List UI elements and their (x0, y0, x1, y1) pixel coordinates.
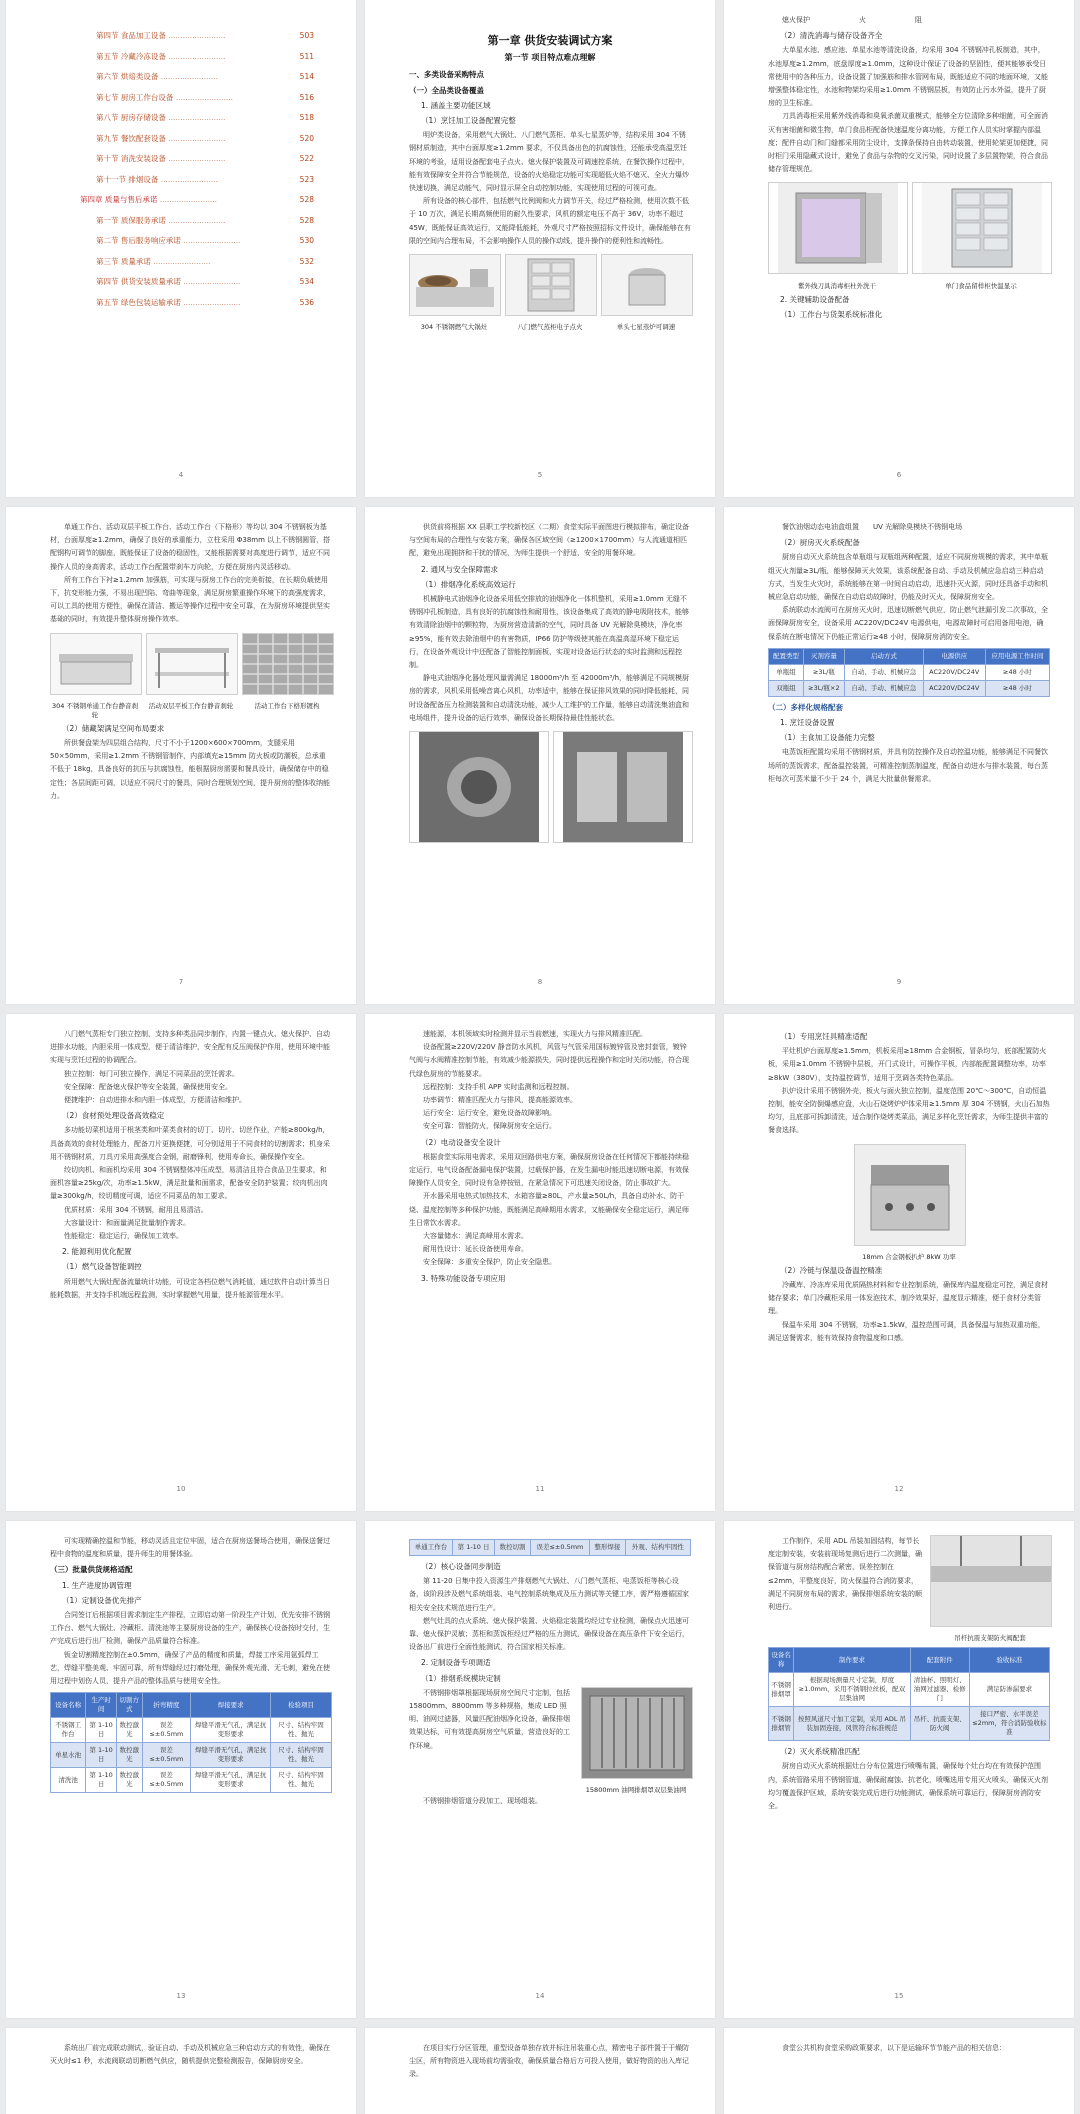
figure (409, 254, 499, 332)
list-item: 安全保障：配备熄火保护等安全装置，确保使用安全。 (64, 1082, 232, 1091)
toc-label: 第四章 质量与售后承诺 (80, 195, 158, 204)
subheading: 2. 定制设备专项调适 (421, 1658, 491, 1668)
purifier-internal-photo (409, 731, 549, 843)
toc-entry[interactable] (96, 149, 314, 170)
page-13 (6, 1521, 356, 2018)
page-17 (365, 2028, 715, 2114)
table-row (410, 1540, 691, 1556)
page-12 (724, 1014, 1074, 1511)
figure-caption: 活动双层平板工作台静音刹轮 (148, 701, 234, 710)
paragraph: 保温车采用 304 不锈钢，功率≥1.5kW，温控范围可调，具备保温与加热双重功能，满足送餐需求，能有效保持食物温度和口感。 (768, 1320, 1045, 1342)
toc-page-number: 534 (299, 277, 314, 286)
table-cell: 数控激光 (116, 1718, 142, 1743)
list-item: 大容量设计：和面量满足批量制作需求。 (64, 1218, 190, 1227)
table-cell: ≥48 小时 (985, 680, 1049, 696)
page-number: 12 (894, 1485, 904, 1493)
table-header: 灭剂容量 (803, 648, 844, 664)
toc-page-number: 523 (299, 174, 314, 184)
page-14 (365, 1521, 715, 2018)
subheading: 2. 能源利用优化配置 (62, 1247, 132, 1257)
list-item: 安全保障：多重安全保护，防止安全隐患。 (423, 1258, 556, 1267)
page-9 (724, 507, 1074, 1004)
toc-page-number: 528 (299, 195, 314, 204)
toc-label: 第七节 厨房工作台设备 (96, 92, 174, 102)
table-cell: ≥3L/瓶×2 (803, 680, 844, 696)
page-number: 10 (176, 1485, 186, 1493)
toc-leader: ........................ (150, 256, 211, 266)
table-header: 启动方式 (844, 648, 923, 664)
paragraph: 合同签订后根据项目需求制定生产排程，立即启动第一阶段生产计划，优先安排不锈钢工作台、燃气大锅灶、冷藏柜、清洗池等主要厨房设备的生产，确保核心设备按时交付，生产完成后进行出厂检测，确保产品质量符合标准。 (50, 1611, 330, 1646)
heading: （二）多样化规格配套 (768, 702, 843, 712)
table-cell: AC220V/DC24V (923, 680, 985, 696)
table-cell: 满足防渗漏要求 (969, 1673, 1049, 1707)
toc-entry[interactable] (96, 211, 314, 232)
toc-label: 第九节 餐饮配套设备 (96, 133, 166, 143)
figure (505, 254, 595, 332)
page-number: 14 (535, 1992, 545, 2000)
toc-leader: ........................ (180, 277, 241, 286)
toc-label: 第十节 消洗安装设备 (96, 154, 166, 163)
list-item: 独立控制：每门可独立操作，满足不同菜品的烹饪需求。 (64, 1069, 239, 1078)
paragraph: 燃气灶具的点火系统、熄火保护装置、火焰稳定装置均经过专业检测，确保点火迅速可靠、熄火保护灵敏；蒸柜和蒸饭柜经过严格的压力测试，确保设备在高压条件下安全运行，设备出厂前进行全面性能测试，符合国家相关标准。 (409, 1616, 689, 1652)
exhaust-table (768, 1647, 1050, 1741)
page-6 (724, 0, 1074, 497)
subheading: 1. 生产进度协调管理 (62, 1580, 132, 1590)
table-cell: 误差≤±0.5mm (142, 1768, 190, 1793)
toc-page-number: 511 (299, 51, 314, 61)
table-header: 应用电源工作时间 (985, 648, 1049, 664)
figure-caption: 单门食品留样柜快温显示 (945, 281, 1017, 290)
table-cell: 单通工作台 (410, 1540, 453, 1556)
page-18 (724, 2028, 1074, 2114)
table-cell: 双瓶组 (769, 680, 804, 696)
figure (242, 633, 332, 720)
table-row (769, 1707, 1050, 1741)
text-figure-row (768, 1535, 1050, 1643)
paragraph: 在项目实行分区管理，重型设备单独存放并标注吊装重心点，精密电子部件置于干燥防尘区，所有物资进入现场前均需验收，确保质量合格后方可投入使用，做好物资的出入库记录。 (409, 2044, 689, 2079)
paragraph: 多功能切菜机适用于根茎类和叶菜类食材的切丁、切片、切丝作业，产能≥800kg/h，具备高效的食材处理能力，配备刀片更换便捷，可分别适用于不同食材的切割需求；机身采用不锈钢材质，刀具刃采用高强度合金钢，耐磨锋利，使用寿命长，确保操作安全。 (50, 1126, 330, 1161)
figure (409, 731, 547, 848)
toc-page-number: 518 (299, 113, 314, 122)
production-table-continued (409, 1539, 691, 1556)
subheading: （1）定制设备优先排产 (62, 1595, 142, 1605)
table-header: 配套附件 (910, 1648, 969, 1673)
paragraph: 厨房自动灭火系统包含单瓶组与双瓶组两种配置，适应不同厨房规模的需求，其中单瓶组灭火剂量≥3L/瓶，能够保障灭火效果，该系统配备自动、手动及机械应急启动三种启动方式，当发生火灾时，系统能够在第一时间自动启动，迅速扑灭火源，同时还具备手动和机械应急启动功能，确保在自动启动故障时，仍能及时灭火，保障厨房安全。 (768, 553, 1048, 602)
subheading: （1）烹饪加工设备配置完整 (421, 116, 516, 126)
table-row (51, 1768, 332, 1793)
table-cell: 第 1-10 日 (86, 1743, 117, 1768)
toc-leader: ........................ (165, 133, 226, 143)
toc-leader: ........................ (180, 236, 241, 245)
paragraph: 电蒸饭柜配置均采用不锈钢材质，并具有防控操作及自动控温功能，能够满足不同餐饮场所的蒸饭需求，配备温控装置，可精准控制蒸制温度，配备自动进水与排水装置，每台蒸柜每次可蒸米量不少于 24 个，满足大批量供餐需求。 (768, 748, 1048, 783)
table-cell: 不锈钢排烟管 (769, 1707, 794, 1741)
table-header: 设备名称 (769, 1648, 794, 1673)
paragraph: 系统出厂前完成联动测试，验证自动、手动及机械应急三种启动方式的有效性，确保在灭火时≤1 秒，水流阀联动切断燃气供应，随机提供完整检测报告，保障厨房安全。 (50, 2044, 330, 2066)
toc-entry[interactable] (96, 129, 314, 150)
toc-label: 第五节 冷藏冷冻设备 (96, 51, 166, 61)
page-4 (6, 0, 356, 497)
toc-list (80, 26, 314, 457)
toc-leader: ........................ (165, 31, 226, 40)
paragraph: 明炉类设备，采用燃气大锅灶、八门燃气蒸柜、单头七星蒸炉等，结构采用 304 不锈钢材质制造，其中台面厚度≥1.2mm 要求，不仅具备出色的抗腐蚀性，还能承受高温烹饪环境的考验，适用设备配套电子点火、熄火保护装置及可调速控系统，在餐饮操作过程中，能有效保障安全并符合节能规范，设备的火焰稳定功能可实现超低火焰不熄灭、全火力爆炒快速切换，满足动能气，同时显示屏全自动控制功能，实现使用过程的可视可查。 (409, 131, 689, 193)
paragraph: 钣金切割精度控制在±0.5mm，确保了产品的精度和质量，焊接工序采用氩弧焊工艺，焊缝平整美观、牢固可靠，所有焊缝经过打磨处理，确保外观光滑、无毛刺，避免在使用过程中划伤人员，提升产品的整体品质与使用安全性。 (50, 1650, 330, 1686)
table-cell: 自动、手动、机械应急 (844, 664, 923, 680)
paragraph: 根据食堂实际用电需求，采用双回路供电方案，确保厨房设备在任何情况下都能持续稳定运行，电气设备配备漏电保护装置，过载保护器，在发生漏电时能迅速切断电源，有效保障操作人员安全，同时设有急停按钮，在紧急情况下可迅速关闭设备，防止事故扩大。 (409, 1152, 689, 1188)
figure (912, 182, 1050, 290)
table-header: 制作要求 (794, 1648, 911, 1673)
toc-label: 第八节 厨房存储设备 (96, 113, 166, 122)
table-cell: 误差≤±0.5mm (142, 1743, 190, 1768)
figure-caption: 紫外线刀具消毒柜杜外洗干 (798, 281, 876, 290)
table-cell: 自动、手动、机械应急 (844, 680, 923, 696)
paragraph: 不锈钢排烟罩根据现场厨房空间尺寸定制，包括 15800mm、8800mm 等多种规格，集成 LED 照明、油网过滤器，风量匹配油烟净化设备，确保排烟效果达标，可有效提高厨房空气质量，营造良好的工作环境。 (409, 1688, 570, 1750)
sample-cabinet-photo (912, 182, 1052, 274)
paragraph: 刀具消毒柜采用紫外线消毒和臭氧杀菌双重模式，能够全方位清除多种细菌，可全面消灭有害细菌和微生物，单门食品柜配备快速温度分离功能，方便工作人员实时掌握内部温度；配件自动门和门缝都采用防尘设计，支撑条保持自由转动装置，使用轮架更加便捷，同时柜门采用隐藏式设计，避免了食品与杂物的交叉污染，同时设置了多层置物架，符合食品储存管理规范。 (768, 112, 1048, 174)
toc-page-number: 520 (299, 133, 314, 143)
toc-page-number: 514 (299, 72, 314, 81)
toc-entry[interactable] (96, 293, 314, 314)
page-number: 6 (896, 471, 902, 479)
table-cell: 按照风道尺寸加工定制，采用 ADL 吊装加固连接，风管符合标准规范 (794, 1707, 911, 1741)
toc-page-number: 530 (299, 236, 314, 245)
toc-label: 第十一节 排烟设备 (96, 174, 159, 184)
text-line: 餐饮油烟动态电油盒组置 UV 光解除臭模块不锈钢电场 (782, 523, 963, 531)
subheading: 1. 烹饪设备设置 (780, 718, 835, 728)
subheading: （1）主食加工设备能力完整 (780, 733, 875, 743)
table-cell: 尺寸、结构牢固性、抛光 (271, 1743, 332, 1768)
fire-system-table (768, 648, 1050, 697)
table-cell: 清洗池 (51, 1768, 86, 1793)
toc-page-number: 516 (299, 92, 314, 102)
heading: 一、多类设备采购特点 (409, 70, 484, 80)
toc-leader: ........................ (165, 215, 226, 225)
steam-cabinet-photo (505, 254, 597, 316)
page-number: 9 (896, 978, 902, 986)
table-cell: 第 1-10 日 (452, 1540, 494, 1556)
figure-caption: 活动工作台下格形镀构 (254, 701, 320, 710)
steamer-stove-photo (601, 254, 693, 316)
table-cell: 吊杆、抗震支架、防火阀 (910, 1707, 969, 1741)
figure-caption: 八门燃气蒸柜电子点火 (517, 323, 583, 332)
toc-label: 第二节 售后服务响应承诺 (96, 236, 181, 245)
figure-caption: 18mm 合金钢板扒炉 8kW 功率 (862, 1252, 956, 1261)
figure (601, 254, 691, 332)
toc-chapter-entry[interactable] (80, 190, 314, 211)
figure-caption: 吊杆抗震支架防火阀配套 (954, 1634, 1026, 1643)
toc-label: 第五节 绿色包装运输承诺 (96, 297, 181, 307)
figure-row (409, 254, 691, 332)
subheading: 1. 涵盖主要功能区域 (421, 100, 491, 110)
list-item: 安全可靠：智能防火，保障厨房安全运行。 (423, 1122, 556, 1131)
table-cell: 外观、结构牢固性 (625, 1540, 690, 1556)
toc-leader: ........................ (165, 154, 226, 163)
table-header: 验收标准 (969, 1648, 1049, 1673)
knife-sterilizer-photo (768, 182, 908, 274)
toc-entry[interactable] (96, 47, 314, 68)
subheading: （1）排烟净化系统高效运行 (421, 579, 516, 589)
hanger-bracket-photo (930, 1535, 1052, 1627)
table-cell: 不锈钢排烟罩 (769, 1673, 794, 1707)
toc-entry[interactable] (96, 88, 314, 109)
table-cell: 接口严密、水平误差≤2mm，符合消防验收标准 (969, 1707, 1049, 1741)
paragraph: 平灶机炉台面厚度≥1.5mm，机板采用≥18mm 合金钢板，冒条均匀，底部配置防火板，采用≥1.0mm 不锈钢中层板，开门式设计，可操作平板，内部能配置调整功率，功率≥8kW（380V），支持温控调节，适用于烹调各类特色菜品。 (768, 1047, 1047, 1082)
table-header: 检验项目 (271, 1693, 332, 1718)
figure (930, 1535, 1050, 1643)
toc-label: 第一节 质保服务承诺 (96, 215, 166, 225)
paragraph: 大单星水池、感应池、单星水池等清洗设备，均采用 304 不锈钢冲孔板制造，其中，水池厚度≥1.2mm，底盘厚度≥1.0mm，这种设计保证了设备的坚固性，便其能够承受日常使用中的各种压力，设备设置了加强筋和排水管网布局，既能适应不同的地面环境，又能增强整体稳定性，水池和物架均采用≥1.0mm 不锈钢层板，有效防止污水外溢，提升了厨房的卫生标准。 (768, 46, 1048, 108)
paragraph: 食堂公共机构食堂采购政策要求，以下是运输环节节能产品的相关信息： (782, 2044, 1006, 2052)
page-number: 15 (894, 1992, 904, 2000)
toc-leader: ........................ (158, 72, 218, 81)
toc-page-number: 536 (299, 297, 314, 307)
toc-label: 第六节 烘焙类设备 (96, 72, 159, 81)
griddle-photo (854, 1144, 966, 1246)
subheading: （2）清洗消毒与储存设备齐全 (780, 31, 883, 41)
double-table-photo (146, 633, 238, 695)
toc-leader: ........................ (180, 297, 241, 307)
subheading: 2. 关键辅助设备配备 (780, 294, 850, 304)
paragraph: 八门燃气蒸柜专门独立控制，支持多种类品同步制作，内置一键点火、熄火保护、自动进排水功能，内胆采用一体成型，便于清洁维护，安全配有反压阀保护作用，使用环境中能实现与烹饪过程的协调配合。 (50, 1030, 330, 1065)
subheading: （2）厨房灭火系统配备 (780, 538, 860, 548)
toc-page-number: 528 (299, 215, 314, 225)
table-cell: 数控切割 (495, 1540, 531, 1556)
table-cell: 误差≤±0.5mm (530, 1540, 589, 1556)
table-cell: 整形焊接 (590, 1540, 626, 1556)
figure (581, 1687, 691, 1795)
paragraph: 可实现精确控温和节能，移动灵活且定位牢固，适合在厨房送餐场合使用，确保送餐过程中食物的温度和质量，提升师生的用餐体验。 (50, 1537, 330, 1559)
figure (768, 182, 906, 290)
page-number: 8 (537, 978, 543, 986)
section-title: 第一节 项目特点难点理解 (504, 53, 596, 63)
page-7 (6, 507, 356, 1004)
table-cell: 不锈钢工作台 (51, 1718, 86, 1743)
subheading: 3. 特殊功能设备专项应用 (421, 1273, 506, 1283)
table-cell: 单瓶组 (769, 664, 804, 680)
table-cell: 焊缝平滑无气孔，满足抗变形要求 (191, 1743, 271, 1768)
paragraph: 机械静电式油烟净化设备采用低空排放的油烟净化一体机整机，采用≥1.0mm 无缝不锈钢冲孔板制造，具有良好的抗腐蚀性和耐用性，该设备集成了高效的静电吸附技术，能够有效清除油烟中的颗粒物，为厨房营造清新的空气，同时具备 UV 光解除臭模块，净化率≥95%，能有效去除油烟中的有害物质，IP66 防护等级使其能在高温高湿环境下稳定运行，在设备外观设计中还配备了智能控制面板，实现对设备运行状态的实时监测和远程控制。 (409, 595, 689, 670)
paragraph: 所有工作台下衬≥1.2mm 加强筋，可实现与厨房工作台的完美衔接，在长期负载使用下，抗变形能力强，不易出现凹陷、弯曲等现象，满足厨房繁重操作环境下的高强度需求，可以工具的使用方便性，确保在清洁、搬运等操作过程中安全可靠，在为厨房环境提供坚实基础的同时，有效提升整体厨房操作效率。 (50, 575, 330, 624)
table-cell: AC220V/DC24V (923, 664, 985, 680)
toc-leader: ........................ (165, 51, 226, 61)
toc-page-number: 522 (299, 154, 314, 163)
paragraph: 速能源，本机领域实时检测并显示当前燃速，实现火力与排风精准匹配。 (423, 1030, 647, 1038)
figure-row (50, 633, 332, 720)
page-8 (365, 507, 715, 1004)
paragraph: 静电式油烟净化器处理风量需满足 18000m³/h 至 42000m³/h，能够满足不同规模厨房的需求，风机采用低噪音离心风机，功率适中，能够在保证排风效果的同时降低能耗，同时设备配备压力检测装置和自动清洗功能，减少人工维护的工作量，能够自动清洗集油盒和电场组件，提升设备的运行效率，确保设备长期保持最佳性能状态。 (409, 674, 690, 722)
page-number: 13 (176, 1992, 186, 2000)
gas-wok-photo (409, 254, 501, 316)
text-line: 熄火保护 火 阻 (782, 16, 922, 24)
electrostatic-unit-photo (553, 731, 693, 843)
page-10 (6, 1014, 356, 1511)
table-cell: 焊缝平滑无气孔，满足抗变形要求 (191, 1718, 271, 1743)
page-11 (365, 1014, 715, 1511)
table-header: 设备名称 (51, 1693, 86, 1718)
paragraph: 开水器采用电热式加热技术，水箱容量≥80L，产水量≥50L/h，具备自动补水、防干烧、温度控制等多种保护功能，既能满足高峰期用水需求，又能确保安全稳定运行，满足师生日常饮水需求。 (409, 1192, 689, 1227)
text-figure-row (409, 1687, 691, 1795)
toc-entry[interactable] (96, 231, 314, 252)
toc-label: 第四节 供货安装质量承诺 (96, 277, 181, 286)
paragraph: 厨房自动灭火系统根据灶台分布位置进行喷嘴布置，确保每个灶台均在有效保护范围内，系统管路采用不锈钢管道，确保耐腐蚀、抗老化，喷嘴选用专用灭火喷头，确保灭火剂均匀覆盖保护区域，系统安装完成后进行功能测试，确保系统可靠运行，保障厨房消防安全。 (768, 1762, 1048, 1811)
paragraph: 工作制作，采用 ADL 吊装加固结构，每节长度定制安装，安装前现场复测后进行二次测量，确保管道与厨房结构配合紧密，误差控制在≤2mm，平整度良好，防火保温符合消防要求，满足不同厨房布局的需求，确保排烟系统安装的顺利进行。 (768, 1537, 922, 1612)
figure-caption: 304 不锈钢单通工作台静音刹轮 (52, 701, 138, 719)
figure-row (768, 182, 1050, 290)
grease-filter-photo (581, 1687, 693, 1779)
subheading: （1）燃气设备智能调控 (62, 1262, 142, 1272)
page-number: 11 (535, 1485, 545, 1493)
paragraph: 所有设备的核心部件，包括燃气比例阀和火力调节开关，经过严格检测，使用次数不低于 10 万次，满足长期高频使用的耐久性要求，风机的额定电压不高于 36V，功率不超过 45W，既能保证高效运行，又能降低能耗，外观尺寸严格按照招标文件设计，确保能够在有限的空间内合理布局，不会影响操作人员的操作动线，提升操作的便利性和流畅性。 (409, 197, 691, 245)
chapter-title: 第一章 供货安装调试方案 (487, 34, 613, 47)
table-cell: 尺寸、结构牢固性、抛光 (271, 1768, 332, 1793)
list-item: 优质材质：采用 304 不锈钢，耐用且易清洁。 (64, 1205, 208, 1214)
figure (146, 633, 236, 720)
paragraph: 所用燃气大锅灶配备流量统计功能，可设定各档位燃气消耗值，通过软件自动计算当日能耗数据，并支持手机端远程监测，实时掌握燃气用量，提升能源管理水平。 (50, 1277, 330, 1299)
table-row (51, 1743, 332, 1768)
figure-row (409, 731, 691, 848)
list-item: 远程控制：支持手机 APP 实时监测和远程控制。 (423, 1082, 574, 1091)
toc-entry[interactable] (96, 26, 314, 47)
page-15 (724, 1521, 1074, 2018)
list-item: 大容量储水：满足高峰用水需求。 (423, 1232, 528, 1241)
subheading: （2）灭火系统精准匹配 (780, 1747, 860, 1757)
subheading: （1）专用烹饪具精准适配 (780, 1032, 868, 1041)
toc-page-number: 503 (299, 31, 314, 40)
toc-label: 第三节 质量承诺 (96, 256, 151, 266)
table-cell: 单星水池 (51, 1743, 86, 1768)
page-number: 7 (178, 978, 184, 986)
table-row (769, 664, 1050, 680)
page-16 (6, 2028, 356, 2114)
toc-leader: ........................ (165, 113, 226, 122)
paragraph: 绞切肉机、和面机均采用 304 不锈钢整体冲压成型，易清洁且符合食品卫生要求，和面机容量≥25kg/次，功率≥1.5kW，满足批量和面需求，配备安全防护装置；绞肉机出肉量≥300kg/h，绞切精度可调，适应不同菜品的加工要求。 (50, 1166, 328, 1201)
figure-caption: 304 不锈钢燃气大锅灶 (420, 323, 488, 332)
table-header: 电源供应 (923, 648, 985, 664)
table-cell: 误差≤±0.5mm (142, 1718, 190, 1743)
paragraph: 冷藏库、冷冻库采用优质隔热材料和专业控制系统，确保库内温度稳定可控，满足食材储存要求；单门冷藏柜采用一体发泡技术，制冷效果好，温度显示精准，便于食材分类管理。 (768, 1281, 1048, 1316)
toc-label: 第四节 食品加工设备 (96, 31, 166, 40)
paragraph: 系统联动水流阀可在厨房灭火时，迅速切断燃气供应，防止燃气泄漏引发二次事故，全面保障厨房安全，设备采用 AC220V/DC24V 电源供电，电源故障时可启用备用电池，确保系统在断电情况下仍能正常运行≥48 小时，保障厨房消防安全。 (768, 606, 1048, 641)
table-cell: 焊缝平滑无气孔，满足抗变形要求 (191, 1768, 271, 1793)
paragraph: 第 11-20 日集中投入资源生产排烟燃气大锅灶、八门燃气蒸柜、电蒸饭柜等核心设备，该阶段涉及燃气系统组装、电气控制系统集成及压力测试等关键工序，需严格遵循国家相关安全技术规范进行生产。 (409, 1577, 689, 1612)
page-5 (365, 0, 715, 497)
table-cell: 尺寸、结构牢固性、抛光 (271, 1718, 332, 1743)
table-cell: 第 1-10 日 (86, 1718, 117, 1743)
paragraph: 不锈钢排烟管道分段加工，现场组装。 (423, 1797, 542, 1806)
subheading: （1）排烟系统模块定制 (421, 1673, 501, 1683)
paragraph: 设备配置≥220V/220V 静音防水风机，风管与气管采用国标镀锌管及密封套管，镀锌气阀与水阀精准控制节能，有效减少能源损失，同时提供远程操作和定时关闭功能，符合现代绿色厨房的节能要求。 (409, 1043, 689, 1078)
list-item: 性能稳定：稳定运行，确保加工效率。 (64, 1232, 183, 1241)
production-table (50, 1692, 332, 1793)
toc-leader: ........................ (173, 92, 233, 102)
table-cell: 第 1-10 日 (86, 1768, 117, 1793)
list-item: 运行安全：运行安全，避免设备故障影响。 (423, 1109, 556, 1118)
page-number: 4 (178, 471, 184, 479)
toc-entry[interactable] (96, 170, 314, 191)
page-number: 5 (537, 471, 543, 479)
grid-rack-photo (242, 633, 334, 695)
figure (50, 633, 140, 720)
table-cell: 数控激光 (116, 1768, 142, 1793)
table-cell: 根据现场测量尺寸定制，厚度≥1.0mm，采用不锈钢拉丝板，配双层集油网 (794, 1673, 911, 1707)
table-header: 焊接要求 (191, 1693, 271, 1718)
figure-caption: 单头七星蒸炉可调速 (616, 323, 676, 332)
table-cell: ≥3L/瓶 (803, 664, 844, 680)
figure (854, 1144, 964, 1262)
subheading: （2）电动设备安全设计 (421, 1137, 501, 1147)
table-header: 折弯精度 (142, 1693, 190, 1718)
table-row (769, 680, 1050, 696)
work-table-photo (50, 633, 142, 695)
toc-page-number: 532 (299, 256, 314, 266)
paragraph: 供货前将根据 XX 县职工学校新校区（二期）食堂实际平面图进行模拟排布，确定设备与空间布局的合理性与安装方案，确保各区域空间（≥1200×1700mm）与人流通道相匹配，避免出现拥挤和干扰的情况，为师生提供一个舒适、安全的用餐环境。 (409, 523, 690, 558)
figure (553, 731, 691, 848)
table-row (51, 1718, 332, 1743)
table-header: 切割方式 (116, 1693, 142, 1718)
list-item: 便捷维护：自动进排水和内胆一体成型，方便清洁和维护。 (64, 1096, 246, 1105)
table-header: 配置类型 (769, 648, 804, 664)
table-row (769, 1673, 1050, 1707)
toc-leader: ........................ (158, 174, 218, 184)
subheading: （2）储藏架满足空间布局要求 (62, 723, 165, 733)
heading: （三）批量供货规格适配 (50, 1565, 133, 1575)
toc-entry[interactable] (96, 108, 314, 129)
paragraph: 单通工作台、活动双层平板工作台、活动工作台（下格形）等均以 304 不锈钢板为基材，台面厚度≥1.2mm，确保了良好的承重能力，立柱采用 Φ38mm 以上不锈钢圆管，搭配钢构可调节的脚座，既能保证了设备的稳固性，又能根据需要对高度进行调节，适应不同操作人员的身高需求，活动工作台配置带刹车万向轮，方便在厨房内灵活移动。 (50, 523, 331, 571)
table-cell: 清油杯、照明灯、油网过滤器、检修门 (910, 1673, 969, 1707)
subheading: 2. 通风与安全保障需求 (421, 564, 499, 574)
subheading: （2）核心设备同步制造 (421, 1562, 501, 1571)
toc-entry[interactable] (96, 252, 314, 273)
figure-caption: 15800mm 油网排烟罩双层集油网 (585, 1786, 687, 1795)
paragraph: 扒炉设计采用不锈钢外壳，板火与面火独立控制，温度范围 20℃～300℃，自动恒温控制，能安全防倒爆感应盘，火山石烧烤炉炉体采用≥1.5mm 厚 304 不锈钢，火山石加热均匀，且底部可拆卸清洗，适合制作烧烤类菜品，满足多样化烹饪需求，为师生提供丰富的餐食选择。 (768, 1086, 1050, 1135)
toc-leader: ........................ (157, 195, 217, 204)
subheading: （2）食材预处理设备高效稳定 (62, 1111, 165, 1121)
list-item: 耐用性设计：延长设备使用寿命。 (423, 1245, 528, 1254)
subheading: （1）工作台与货架系统标准化 (780, 309, 883, 319)
toc-entry[interactable] (96, 67, 314, 88)
paragraph: 所供餐盘架为四层组合结构，尺寸不小于1200×600×700mm，支腿采用 50×50mm，采用≥1.2mm 不锈钢管制作，内部填充≥15mm 防火板或防潮板，总承重不低于 18kg，具备良好的抗压与抗腐蚀性，能根据厨房需要和餐具设计，确保储存中的稳定性；各层间距可调，以适应不同尺寸的餐具，同时合理规划空间，提升厨房的整体收纳能力。 (50, 739, 330, 800)
subheading: （2）冷链与保温设备温控精准 (780, 1265, 883, 1275)
table-cell: ≥48 小时 (985, 664, 1049, 680)
list-item: 功率调节：精准匹配火力与排风，提高能源效率。 (423, 1096, 577, 1105)
heading: （一）全品类设备覆盖 (409, 85, 484, 95)
table-header: 生产时间 (86, 1693, 117, 1718)
toc-entry[interactable] (96, 272, 314, 293)
table-cell: 数控激光 (116, 1743, 142, 1768)
